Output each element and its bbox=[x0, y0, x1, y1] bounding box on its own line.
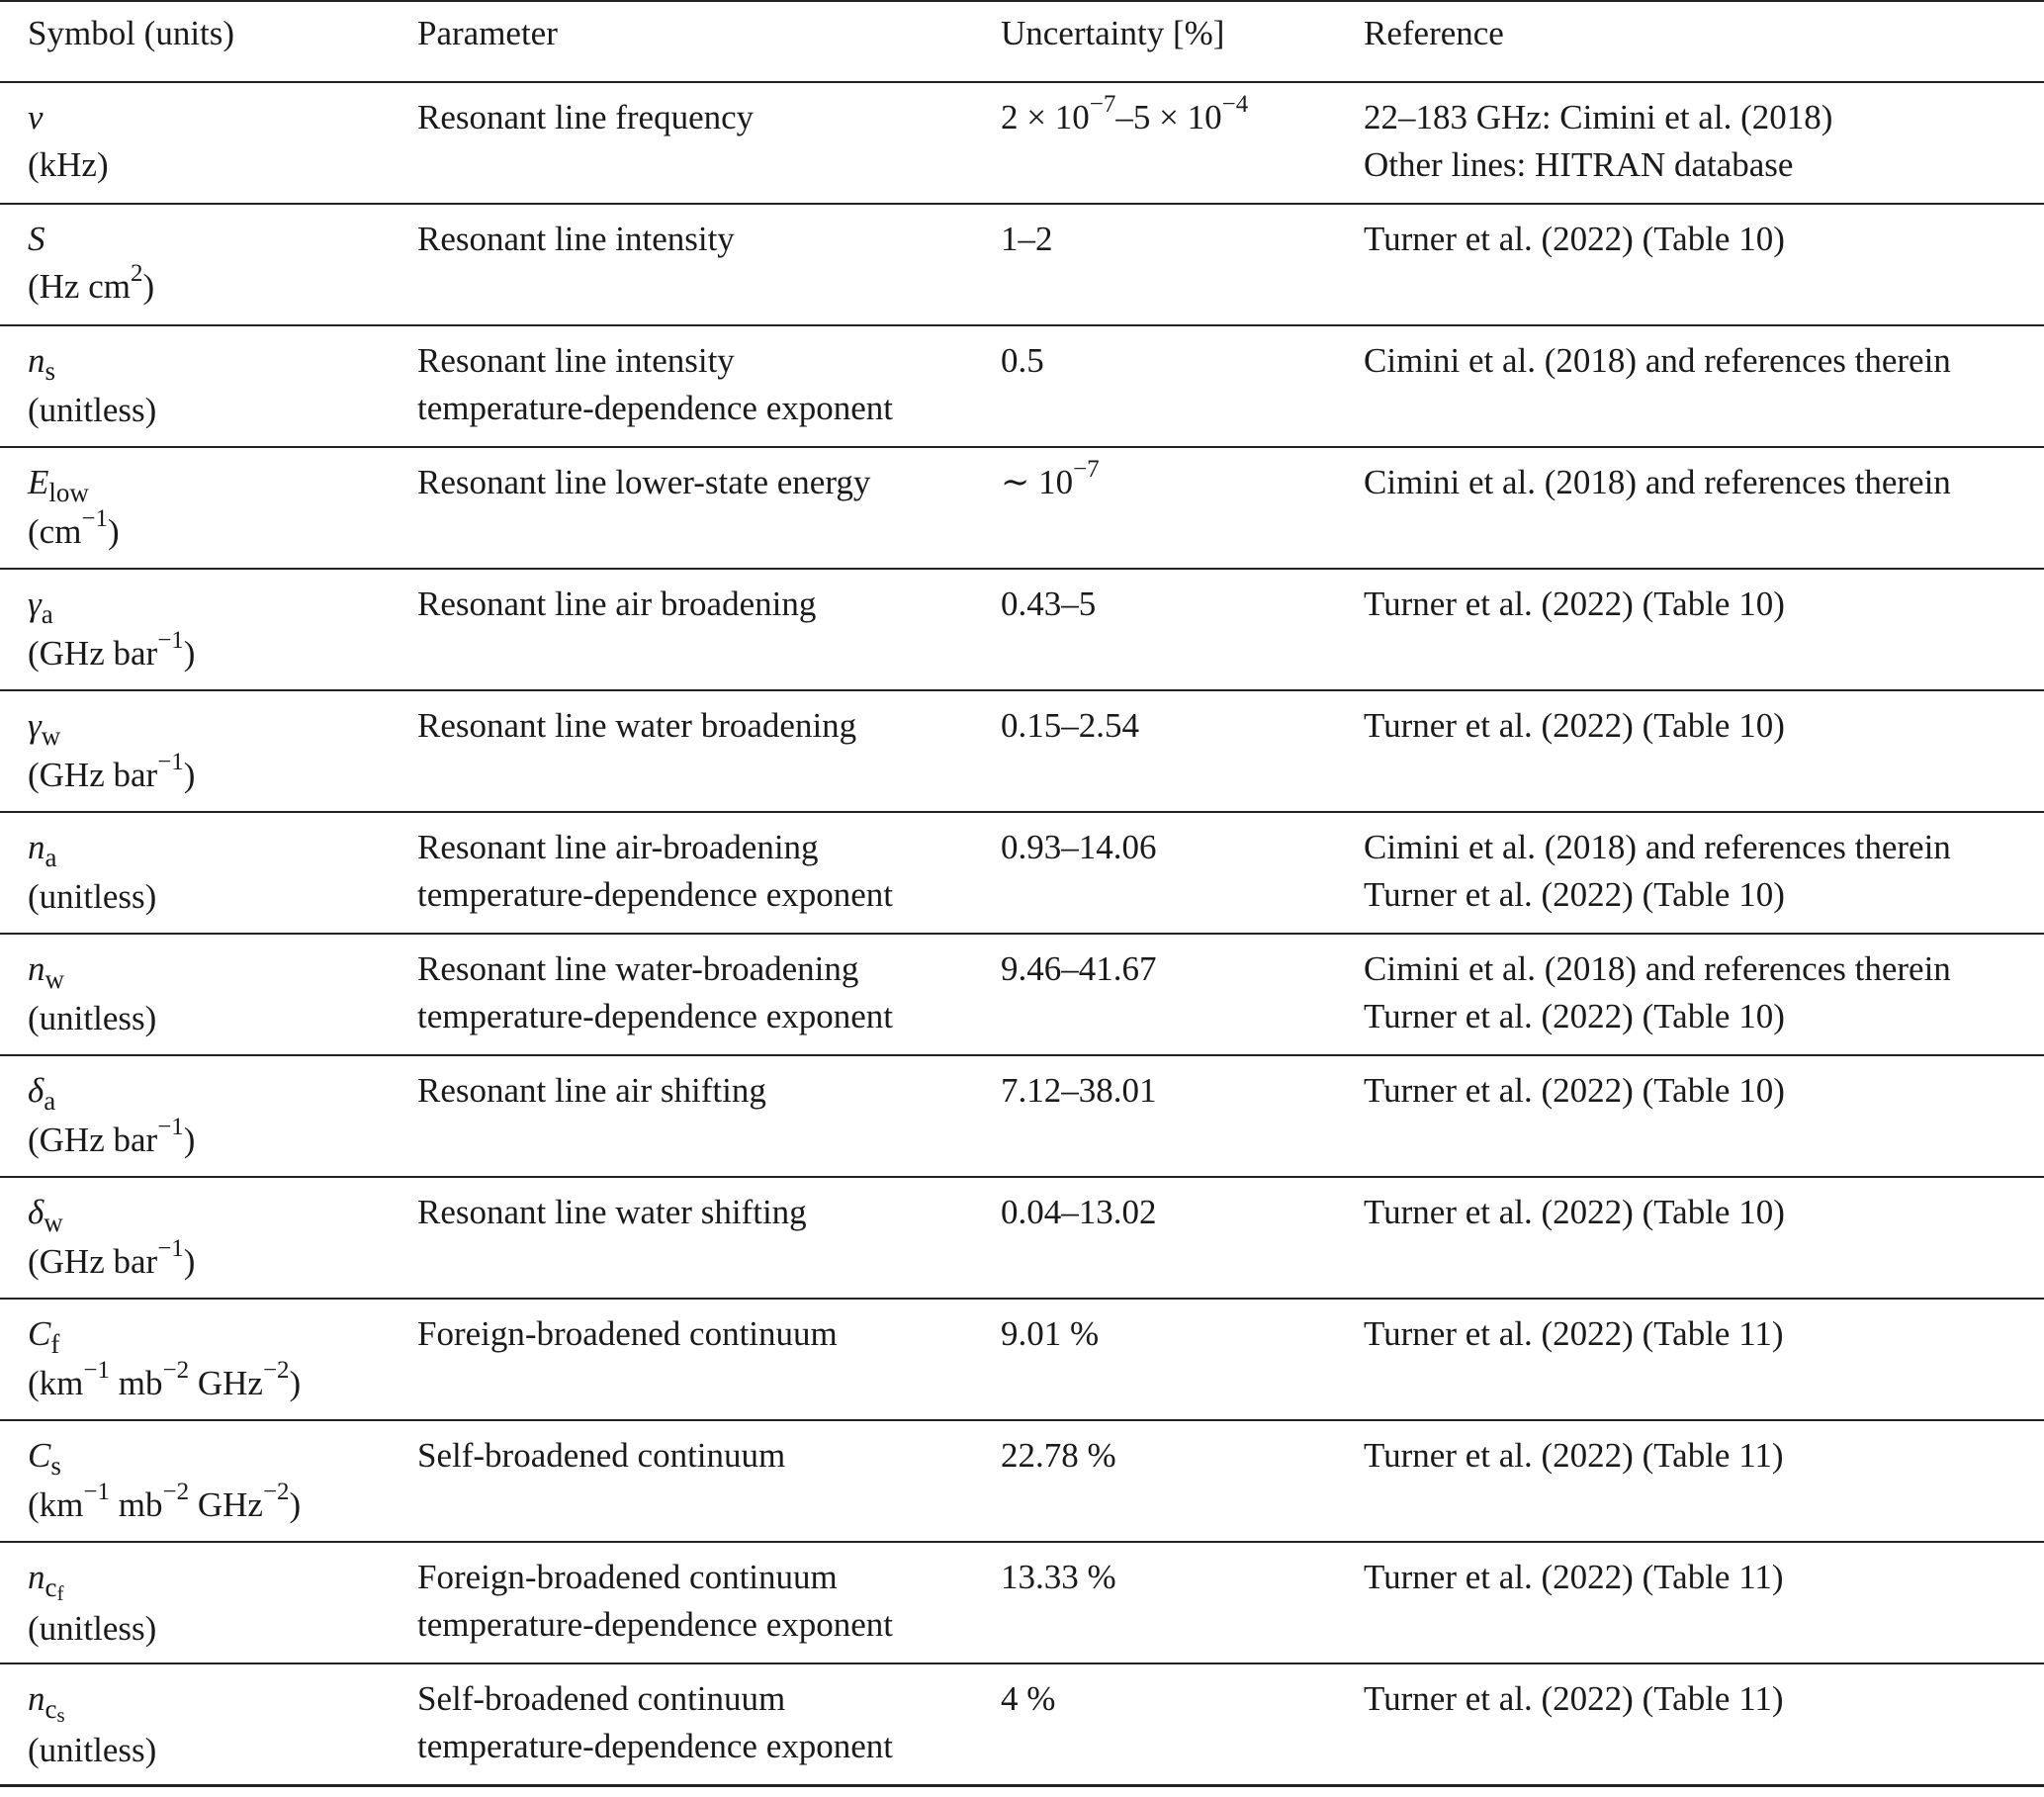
reference-cell bbox=[1364, 1299, 2044, 1420]
units: (GHz bar$^{-1}$) bbox=[28, 1114, 196, 1159]
parameter-text: Resonant line water broadening bbox=[417, 706, 857, 745]
uncertainty-value: 0.5 bbox=[1001, 341, 1044, 380]
units: ($km^{-1}$ $mb^{-2}$ GHz$^{-2}$) bbox=[28, 1479, 302, 1524]
symbol-cell bbox=[0, 1542, 417, 1663]
uncertainty-cell bbox=[1001, 1177, 1364, 1299]
parameter-text: temperature-dependence exponent bbox=[417, 1727, 893, 1765]
header-parameter: Parameter bbox=[417, 1, 1001, 82]
parameter-cell bbox=[417, 82, 1001, 204]
symbol-cell bbox=[0, 569, 417, 690]
uncertainty-value: 0.43–5 bbox=[1001, 584, 1097, 623]
symbol-cell bbox=[0, 1299, 417, 1420]
uncertainty-value: 13.33 % bbox=[1001, 1558, 1116, 1596]
units: $(cm^{-1})$ bbox=[28, 505, 120, 551]
parameter-cell bbox=[417, 1299, 1001, 1420]
parameter-text: Foreign-broadened continuum bbox=[417, 1314, 838, 1353]
table-row bbox=[0, 204, 2044, 325]
reference-cell bbox=[1364, 934, 2044, 1055]
table-row bbox=[0, 1542, 2044, 1663]
uncertainty-value: 0.15–2.54 bbox=[1001, 706, 1139, 745]
parameter-cell bbox=[417, 934, 1001, 1055]
table-row bbox=[0, 82, 2044, 204]
uncertainty-value: 22.78 % bbox=[1001, 1436, 1116, 1475]
uncertainty-value: 9.46–41.67 bbox=[1001, 949, 1157, 988]
table-row bbox=[0, 569, 2044, 690]
reference-cell bbox=[1364, 82, 2044, 204]
parameter-cell bbox=[417, 1177, 1001, 1299]
parameter-cell bbox=[417, 690, 1001, 812]
units: (kHz) bbox=[28, 145, 109, 184]
symbol-cell bbox=[0, 812, 417, 934]
reference-text: Cimini et al. (2018) and references therein bbox=[1364, 463, 1951, 501]
parameter-text: Resonant line water shifting bbox=[417, 1193, 807, 1231]
symbol: $\delta_w$ bbox=[28, 1193, 63, 1237]
parameter-text: Resonant line frequency bbox=[417, 98, 755, 136]
parameter-text: Resonant line lower-state energy bbox=[417, 463, 871, 501]
reference-cell bbox=[1364, 1542, 2044, 1663]
table-row bbox=[0, 934, 2044, 1055]
parameter-text: temperature-dependence exponent bbox=[417, 997, 893, 1035]
reference-cell bbox=[1364, 690, 2044, 812]
header-uncertainty: Uncertainty [%] bbox=[1001, 1, 1364, 82]
reference-cell bbox=[1364, 1055, 2044, 1177]
symbol: $\gamma_w$ bbox=[28, 706, 61, 751]
header-reference: Reference bbox=[1364, 1, 2044, 82]
reference-text: 22–183 GHz: Cimini et al. (2018) bbox=[1364, 98, 1833, 136]
reference-text: Turner et al. (2022) (Table 11) bbox=[1364, 1436, 1784, 1475]
reference-cell bbox=[1364, 325, 2044, 447]
symbol-cell bbox=[0, 204, 417, 325]
parameter-text: Resonant line intensity bbox=[417, 341, 735, 380]
parameter-cell bbox=[417, 812, 1001, 934]
parameter-text: temperature-dependence exponent bbox=[417, 1605, 893, 1644]
parameter-text: Self-broadened continuum bbox=[417, 1679, 786, 1718]
parameter-cell bbox=[417, 325, 1001, 447]
parameter-text: Resonant line air-broadening bbox=[417, 828, 819, 866]
reference-cell bbox=[1364, 812, 2044, 934]
uncertainty-cell bbox=[1001, 569, 1364, 690]
uncertainty-cell bbox=[1001, 204, 1364, 325]
uncertainty-value: 0.04–13.02 bbox=[1001, 1193, 1157, 1231]
uncertainty-value: 1–2 bbox=[1001, 220, 1053, 258]
uncertainty-value: 4 % bbox=[1001, 1679, 1056, 1718]
units: (unitless) bbox=[28, 999, 157, 1037]
table-row bbox=[0, 1299, 2044, 1420]
reference-text: Turner et al. (2022) (Table 11) bbox=[1364, 1558, 1784, 1596]
uncertainty-cell bbox=[1001, 812, 1364, 934]
table-row bbox=[0, 1420, 2044, 1542]
units: (GHz bar$^{-1}$) bbox=[28, 627, 196, 673]
reference-text: Turner et al. (2022) (Table 10) bbox=[1364, 220, 1785, 258]
parameter-cell bbox=[417, 204, 1001, 325]
symbol: $E_{low}$ bbox=[28, 463, 89, 507]
reference-text: Turner et al. (2022) (Table 10) bbox=[1364, 997, 1785, 1035]
parameter-text: Resonant line air broadening bbox=[417, 584, 817, 623]
symbol-cell bbox=[0, 1177, 417, 1299]
table-row bbox=[0, 447, 2044, 569]
symbol-cell bbox=[0, 934, 417, 1055]
reference-text: Turner et al. (2022) (Table 10) bbox=[1364, 1193, 1785, 1231]
reference-cell bbox=[1364, 1663, 2044, 1785]
parameter-text: temperature-dependence exponent bbox=[417, 875, 893, 914]
units: (unitless) bbox=[28, 1609, 157, 1648]
table-row bbox=[0, 690, 2044, 812]
parameter-cell bbox=[417, 1663, 1001, 1785]
symbol-cell bbox=[0, 325, 417, 447]
reference-text: Turner et al. (2022) (Table 10) bbox=[1364, 875, 1785, 914]
table-row bbox=[0, 325, 2044, 447]
parameter-cell bbox=[417, 1420, 1001, 1542]
parameter-text: Foreign-broadened continuum bbox=[417, 1558, 838, 1596]
symbol: $n_s$ bbox=[28, 341, 56, 386]
parameter-text: Self-broadened continuum bbox=[417, 1436, 786, 1475]
symbol-cell bbox=[0, 1055, 417, 1177]
uncertainty-cell bbox=[1001, 1420, 1364, 1542]
units: (GHz bar$^{-1}$) bbox=[28, 749, 196, 794]
parameter-cell bbox=[417, 1055, 1001, 1177]
parameter-cell bbox=[417, 569, 1001, 690]
symbol-cell bbox=[0, 1663, 417, 1785]
header-symbol: Symbol (units) bbox=[0, 1, 417, 82]
parameter-text: Resonant line intensity bbox=[417, 220, 735, 258]
symbol: $n_w$ bbox=[28, 949, 64, 994]
uncertainty-cell bbox=[1001, 1299, 1364, 1420]
uncertainty-value: 0.93–14.06 bbox=[1001, 828, 1157, 866]
uncertainty-cell bbox=[1001, 934, 1364, 1055]
symbol: $C_f$ bbox=[28, 1314, 60, 1359]
units: (unitless) bbox=[28, 1731, 157, 1769]
reference-cell bbox=[1364, 1420, 2044, 1542]
parameter-text: Resonant line air shifting bbox=[417, 1071, 766, 1110]
units: (unitless) bbox=[28, 877, 157, 916]
parameter-cell bbox=[417, 1542, 1001, 1663]
symbol: $\delta_a$ bbox=[28, 1071, 56, 1116]
uncertainty-cell bbox=[1001, 690, 1364, 812]
parameter-text: temperature-dependence exponent bbox=[417, 389, 893, 427]
symbol: ν bbox=[28, 98, 44, 136]
uncertainty-cell bbox=[1001, 1542, 1364, 1663]
symbol: $n_a$ bbox=[28, 828, 57, 872]
reference-cell bbox=[1364, 569, 2044, 690]
reference-text: Turner et al. (2022) (Table 11) bbox=[1364, 1314, 1784, 1353]
uncertainty-cell bbox=[1001, 325, 1364, 447]
symbol: $n_{cs}$ bbox=[28, 1679, 65, 1727]
symbol-cell bbox=[0, 82, 417, 204]
uncertainty-value: ∼ $10^{-7}$ bbox=[1001, 456, 1100, 501]
units: ($km^{-1}$ $mb^{-2}$ GHz$^{-2}$) bbox=[28, 1357, 302, 1402]
reference-text: Turner et al. (2022) (Table 10) bbox=[1364, 706, 1785, 745]
uncertainty-value: 9.01 % bbox=[1001, 1314, 1100, 1353]
uncertainty-cell bbox=[1001, 82, 1364, 204]
symbol-cell bbox=[0, 1420, 417, 1542]
reference-text: Cimini et al. (2018) and references therein bbox=[1364, 828, 1951, 866]
reference-cell bbox=[1364, 1177, 2044, 1299]
symbol-cell bbox=[0, 447, 417, 569]
uncertainty-cell bbox=[1001, 447, 1364, 569]
reference-text: Cimini et al. (2018) and references therein bbox=[1364, 341, 1951, 380]
symbol: $\gamma_a$ bbox=[28, 584, 53, 629]
units: (Hz $cm^2$) bbox=[28, 260, 155, 306]
symbol-cell bbox=[0, 690, 417, 812]
symbol: S bbox=[28, 220, 45, 258]
units: (unitless) bbox=[28, 391, 157, 429]
parameter-cell bbox=[417, 447, 1001, 569]
table-header-row bbox=[0, 1, 2044, 82]
reference-text: Turner et al. (2022) (Table 10) bbox=[1364, 584, 1785, 623]
parameter-text: Resonant line water-broadening bbox=[417, 949, 859, 988]
table-row bbox=[0, 812, 2044, 934]
uncertainty-value: 7.12–38.01 bbox=[1001, 1071, 1157, 1110]
reference-cell bbox=[1364, 204, 2044, 325]
reference-text: Other lines: HITRAN database bbox=[1364, 145, 1794, 184]
reference-text: Turner et al. (2022) (Table 10) bbox=[1364, 1071, 1785, 1110]
units: (GHz bar$^{-1}$) bbox=[28, 1235, 196, 1281]
table-row bbox=[0, 1055, 2044, 1177]
table-row bbox=[0, 1663, 2044, 1785]
symbol: $n_{cf}$ bbox=[28, 1558, 64, 1605]
reference-text: Cimini et al. (2018) and references therein bbox=[1364, 949, 1951, 988]
uncertainty-value: $2 \times 10^{-7}-5 \times 10^{-4}$ bbox=[1001, 91, 1249, 136]
reference-text: Turner et al. (2022) (Table 11) bbox=[1364, 1679, 1784, 1718]
symbol: $C_s$ bbox=[28, 1436, 61, 1481]
uncertainty-cell bbox=[1001, 1055, 1364, 1177]
reference-cell bbox=[1364, 447, 2044, 569]
uncertainty-cell bbox=[1001, 1663, 1364, 1785]
table-row bbox=[0, 1177, 2044, 1299]
